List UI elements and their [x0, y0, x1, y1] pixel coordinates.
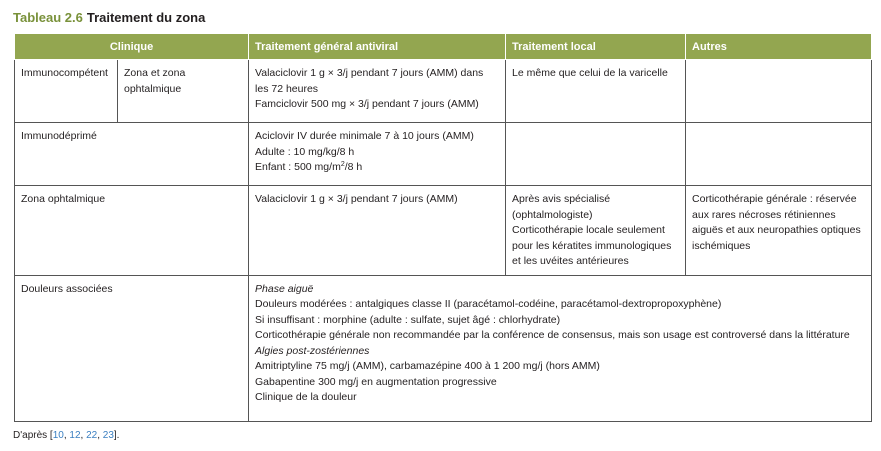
cell-line: Amitriptyline 75 mg/j (AMM), carbamazépine 400 à 1 200 mg/j (hors AMM) — [255, 360, 600, 372]
source-prefix: D'après [ — [13, 430, 53, 441]
cell-line: Corticothérapie locale seulement pour les kératites immunologiques et les uvéites antérieures — [512, 224, 672, 267]
header-autres: Autres — [686, 34, 872, 60]
cell-sublabel: Zona et zona ophtalmique — [118, 60, 249, 123]
cell-douleurs — [249, 275, 872, 421]
cell-label: Immunodéprimé — [15, 123, 249, 186]
table-title: Traitement du zona — [86, 10, 206, 25]
header-local: Traitement local — [506, 34, 686, 60]
phase-heading: Phase aiguë — [255, 282, 314, 295]
cell-line: Valaciclovir 1 g × 3/j pendant 7 jours (AMM) dans les 72 heures — [255, 67, 484, 95]
cell-line: Si insuffisant : morphine (adulte : sulfate, sujet âgé : chlorhydrate) — [255, 313, 561, 326]
table-row — [15, 275, 872, 421]
cell-line: Adulte : 10 mg/kg/8 h — [255, 145, 355, 158]
table-number: Tableau 2.6 — [13, 10, 83, 25]
superscript: 2 — [340, 161, 345, 168]
source-suffix: ]. — [113, 430, 120, 441]
separator: , — [63, 430, 70, 441]
phase-heading: Algies post-zostériennes — [255, 344, 370, 357]
cell-line — [255, 160, 499, 176]
table-row — [15, 123, 872, 186]
reference-link[interactable]: 10 — [52, 430, 64, 441]
separator: , — [97, 430, 103, 441]
cell-line: Douleurs modérées : antalgiques classe II (paracétamol-codéine, paracétamol-dextropropoxyphène) — [255, 298, 722, 310]
cell-autres — [686, 60, 872, 123]
treatment-table — [14, 33, 872, 422]
cell-line: Clinique de la douleur — [255, 391, 357, 403]
cell-label: Zona ophtalmique — [15, 186, 249, 276]
reference-link[interactable]: 23 — [102, 430, 114, 441]
cell-line: Corticothérapie générale non recommandée par la conférence de consensus, mais son usage est controversé dans la littérature — [255, 329, 850, 341]
separator: , — [80, 430, 87, 441]
table-row — [15, 60, 872, 123]
cell-general: Valaciclovir 1 g × 3/j pendant 7 jours (AMM) — [249, 186, 506, 276]
header-general: Traitement général antiviral — [249, 34, 506, 60]
source-note — [13, 430, 119, 441]
reference-link[interactable]: 12 — [69, 430, 81, 441]
table-caption — [13, 10, 205, 25]
dose-unit: /8 h — [344, 161, 363, 173]
cell-line: Aciclovir IV durée minimale 7 à 10 jours (AMM) — [255, 130, 474, 142]
header-clinique: Clinique — [15, 34, 249, 60]
cell-autres: Corticothérapie générale : réservée aux rares nécroses rétiniennes aiguës et aux neuropathies optiques ischémiques — [686, 186, 872, 276]
cell-label: Douleurs associées — [15, 275, 249, 421]
cell-local: Le même que celui de la varicelle — [506, 60, 686, 123]
dose-text: Enfant : 500 mg/m — [255, 161, 341, 173]
cell-line: Famciclovir 500 mg × 3/j pendant 7 jours (AMM) — [255, 98, 479, 110]
cell-line: Gabapentine 300 mg/j en augmentation progressive — [255, 375, 497, 388]
cell-general — [249, 60, 506, 123]
reference-link[interactable]: 22 — [86, 430, 98, 441]
cell-autres — [686, 123, 872, 186]
cell-general — [249, 123, 506, 186]
cell-line: Après avis spécialisé (ophtalmologiste) — [512, 193, 611, 221]
table-row — [15, 186, 872, 276]
header-row — [15, 34, 872, 60]
cell-local — [506, 123, 686, 186]
cell-label: Immunocompétent — [15, 60, 118, 123]
cell-local — [506, 186, 686, 276]
